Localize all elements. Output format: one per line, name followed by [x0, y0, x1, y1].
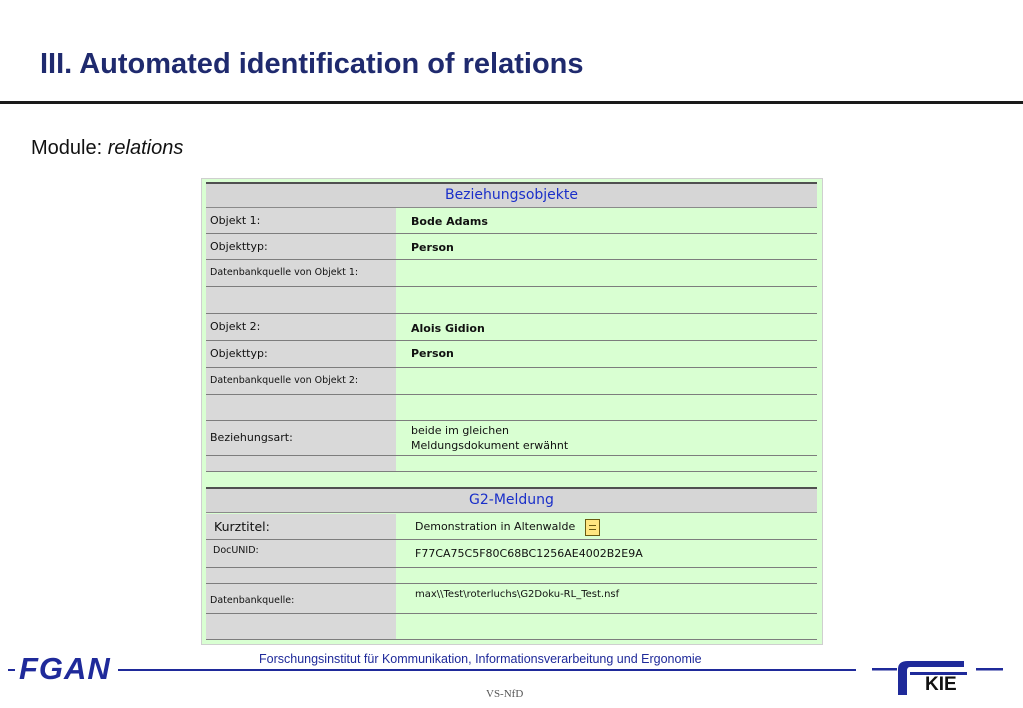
objekt2-label: Objekt 2:: [206, 314, 396, 340]
spacer-label: [206, 287, 396, 313]
institute-name: Forschungsinstitut für Kommunikation, Informationsverarbeitung und Ergonomie: [259, 652, 702, 666]
row-dbquelle: [206, 584, 817, 614]
relations-form-screenshot: [201, 178, 823, 645]
beziehungsart-line1: beide im gleichen: [411, 424, 509, 437]
dbquelle-label: Datenbankquelle:: [206, 584, 396, 613]
beziehungsart-label: Beziehungsart:: [206, 421, 396, 455]
row-spacer-1: [206, 287, 817, 314]
kurztitel-text: Demonstration in Altenwalde: [415, 520, 576, 533]
objekt2-value: Alois Gidion: [401, 314, 817, 340]
row-docunid: [206, 540, 817, 568]
kurztitel-label: Kurztitel:: [206, 514, 396, 539]
spacer-value: [401, 395, 817, 420]
spacer-label: [206, 456, 396, 471]
dbquelle2-value: [401, 368, 817, 394]
kie-logo-text: KIE: [925, 674, 957, 695]
objekttyp1-value: Person: [401, 234, 817, 259]
slide-title: III. Automated identification of relations: [40, 48, 584, 80]
row-objekt1: [206, 208, 817, 234]
footer-rule-left: [8, 669, 15, 671]
spacer-label: [206, 614, 396, 639]
module-value: relations: [107, 137, 184, 159]
docunid-label: DocUNID:: [206, 540, 396, 567]
spacer-label: [206, 568, 396, 583]
section-header-g2-meldung: G2-Meldung: [206, 487, 817, 513]
dbquelle-value: max\\Test\roterluchs\G2Doku-RL_Test.nsf: [401, 584, 817, 613]
row-beziehungsart: [206, 421, 817, 456]
row-spacer-2: [206, 395, 817, 421]
spacer-value: [401, 614, 817, 639]
spacer-value: [401, 568, 817, 583]
row-spacer-3: [206, 456, 817, 472]
objekttyp2-label: Objekttyp:: [206, 341, 396, 367]
row-kurztitel: [206, 514, 817, 540]
module-caption: [31, 137, 183, 160]
dbquelle2-label: Datenbankquelle von Objekt 2:: [206, 368, 396, 394]
kurztitel-value: [401, 514, 817, 539]
objekttyp1-label: Objekttyp:: [206, 234, 396, 259]
row-spacer-4: [206, 568, 817, 584]
classification-marking: VS-NfD: [486, 688, 524, 700]
docunid-value: F77CA75C5F80C68BC1256AE4002B2E9A: [401, 540, 817, 567]
fgan-logo: FGAN: [19, 651, 111, 686]
spacer-value: [401, 287, 817, 313]
row-objekttyp1: [206, 234, 817, 260]
objekttyp2-value: Person: [401, 341, 817, 367]
spacer-label: [206, 395, 396, 420]
dbquelle1-label: Datenbankquelle von Objekt 1:: [206, 260, 396, 286]
row-objekt2: [206, 314, 817, 341]
document-icon[interactable]: [585, 519, 600, 536]
footer-rule: [118, 669, 856, 671]
module-label: Module:: [31, 137, 103, 159]
spacer-value: [401, 456, 817, 471]
beziehungsart-value: [401, 421, 817, 455]
row-dbquelle1: [206, 260, 817, 287]
objekt1-value: Bode Adams: [401, 208, 817, 233]
row-dbquelle2: [206, 368, 817, 395]
section-header-beziehungsobjekte: Beziehungsobjekte: [206, 182, 817, 208]
title-divider: [0, 101, 1023, 104]
beziehungsart-line2: Meldungsdokument erwähnt: [411, 439, 569, 452]
dbquelle1-value: [401, 260, 817, 286]
row-objekttyp2: [206, 341, 817, 368]
row-spacer-5: [206, 614, 817, 640]
objekt1-label: Objekt 1:: [206, 208, 396, 233]
